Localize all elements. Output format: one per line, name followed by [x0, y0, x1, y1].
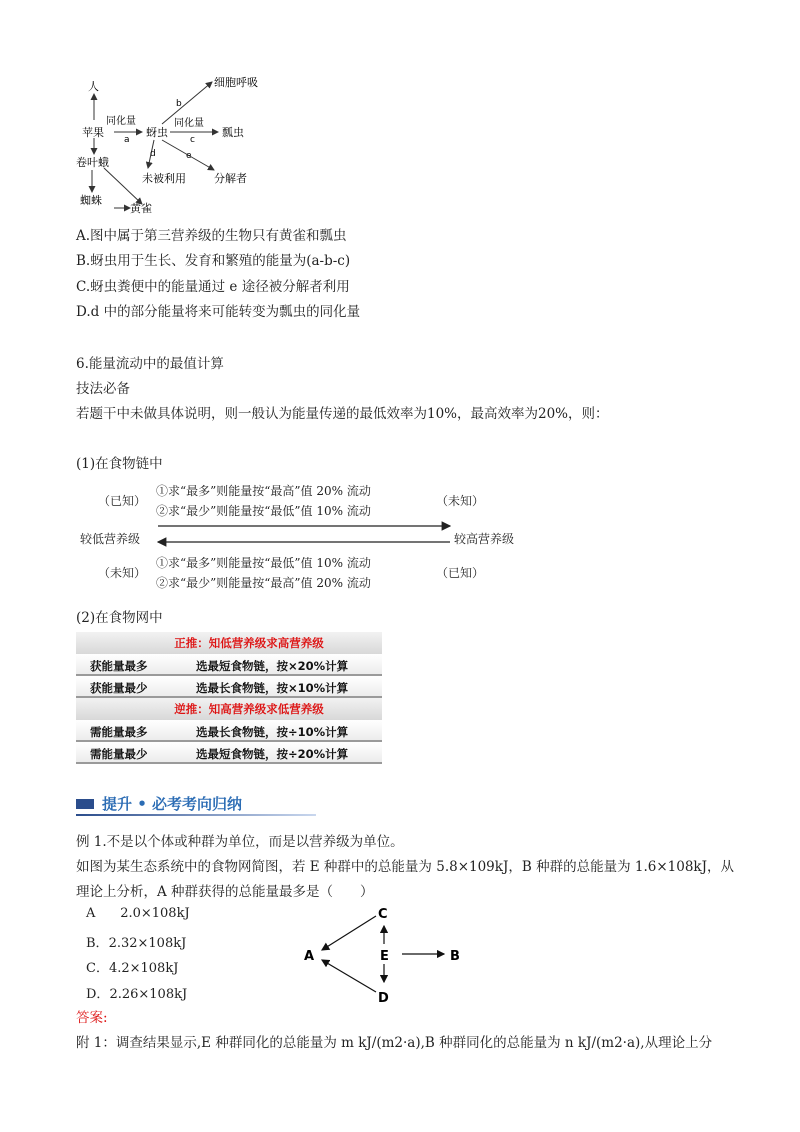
q5-option-a: A.图中属于第三营养级的生物只有黄雀和瓢虫	[76, 228, 347, 244]
table-row	[76, 720, 382, 742]
option-label: D．	[86, 987, 110, 1002]
option-value: 2.0×108kJ	[120, 906, 190, 921]
label-e: e	[186, 151, 192, 161]
table-cell-key: 获能量最少	[90, 681, 148, 695]
banner-title: 提升 • 必考考向归纳	[102, 795, 243, 813]
node-e: E	[380, 949, 389, 964]
example1-option-c	[86, 957, 178, 976]
node-d: D	[378, 991, 389, 1004]
q5-option-d: D.d 中的部分能量将来可能转变为瓢虫的同化量	[76, 304, 361, 320]
table-cell-key: 获能量最多	[90, 659, 148, 673]
table-cell-value: 选最长食物链，按×10%计算	[196, 681, 349, 695]
section6-title: 6.能量流动中的最值计算	[76, 356, 224, 372]
option-label: C．	[86, 961, 109, 976]
section6-subtitle: 技法必备	[76, 381, 130, 397]
label-c: c	[190, 135, 195, 145]
chain-top-right: （未知）	[436, 494, 485, 508]
table-cell-key: 需能量最多	[90, 725, 148, 739]
food-web-table	[76, 632, 382, 764]
chain-top-line1: ①求“最多”则能量按“最高”值 20% 流动	[156, 484, 371, 498]
food-web-diagram-2	[298, 902, 478, 1004]
example1-option-d	[86, 983, 187, 1002]
label-b: b	[176, 99, 182, 109]
option-label: B．	[86, 936, 109, 951]
chain-top-left: （已知）	[98, 494, 147, 508]
example1-option-a	[86, 906, 190, 921]
node-resp: 细胞呼吸	[214, 76, 258, 89]
example1-line3: 理论上分析，A 种群获得的总能量最多是（ ）	[76, 884, 374, 900]
chain-arrows	[150, 520, 460, 550]
node-aphid: 蚜虫	[146, 126, 168, 139]
table-forward-title: 正推：知低营养级求高营养级	[76, 632, 382, 654]
node-a: A	[304, 949, 315, 964]
table-cell-value: 选最短食物链，按×20%计算	[196, 659, 349, 673]
option-value: 4.2×108kJ	[108, 961, 179, 976]
banner-underline	[76, 814, 316, 816]
table-row	[76, 742, 382, 764]
food-web-diagram	[76, 68, 276, 220]
chain-heading: (1)在食物链中	[76, 456, 163, 472]
node-b: B	[450, 949, 460, 964]
answer-label: 答案:	[76, 1010, 108, 1026]
table-row	[76, 654, 382, 676]
option-label: A	[86, 906, 96, 921]
node-unused: 未被利用	[142, 172, 186, 185]
q5-option-b: B.蚜虫用于生长、发育和繁殖的能量为(a-b-c)	[76, 253, 351, 269]
chain-bottom-line2: ②求“最少”则能量按“最高”值 20% 流动	[156, 576, 371, 590]
section-banner	[76, 792, 316, 816]
chain-bottom-left: （未知）	[98, 566, 147, 580]
node-decomposer: 分解者	[214, 172, 247, 185]
q5-option-c: C.蚜虫粪便中的能量通过 e 途径被分解者利用	[76, 279, 350, 295]
node-spider: 蜘蛛	[80, 194, 102, 207]
table-reverse-title: 逆推：知高营养级求低营养级	[76, 698, 382, 720]
node-sparrow: 黄雀	[130, 202, 152, 215]
node-c: C	[378, 907, 388, 922]
option-value: 2.26×108kJ	[109, 987, 188, 1002]
chain-top-line2: ②求“最少”则能量按“最低”值 10% 流动	[156, 504, 371, 518]
node-roller: 卷叶蛾	[76, 156, 109, 169]
table-cell-key: 需能量最少	[90, 747, 148, 761]
label-assim1: 同化量	[106, 116, 136, 127]
node-apple: 苹果	[82, 126, 104, 139]
example1-option-b	[86, 932, 186, 951]
table-cell-value: 选最短食物链，按÷20%计算	[196, 747, 349, 761]
label-d: d	[150, 149, 156, 159]
example1-line2: 如图为某生态系统中的食物网简图，若 E 种群中的总能量为 5.8×109kJ，B 种群的总能量为 1.6×108kJ，从	[76, 859, 735, 875]
node-ladybug: 瓢虫	[222, 126, 244, 139]
chain-high-level: 较高营养级	[454, 532, 515, 546]
chain-low-level: 较低营养级	[80, 532, 141, 546]
appendix-line: 附 1：调查结果显示,E 种群同化的总能量为 m kJ/(m2·a),B 种群同化的总能量为 n kJ/(m2·a),从理论上分	[76, 1035, 713, 1051]
option-value: 2.32×108kJ	[108, 936, 187, 951]
section6-intro: 若题干中未做具体说明，则一般认为能量传递的最低效率为10%，最高效率为20%，则：	[76, 406, 609, 422]
label-assim2: 同化量	[174, 118, 204, 129]
web-heading: (2)在食物网中	[76, 610, 163, 626]
chain-bottom-right: （已知）	[436, 566, 485, 580]
chain-bottom-line1: ①求“最多”则能量按“最低”值 10% 流动	[156, 556, 371, 570]
node-human: 人	[88, 80, 99, 93]
table-cell-value: 选最长食物链，按÷10%计算	[196, 725, 349, 739]
banner-bar-icon	[76, 799, 94, 809]
label-a: a	[124, 135, 130, 145]
table-row	[76, 676, 382, 698]
example1-line1: 例 1.不是以个体或种群为单位，而是以营养级为单位。	[76, 834, 404, 850]
